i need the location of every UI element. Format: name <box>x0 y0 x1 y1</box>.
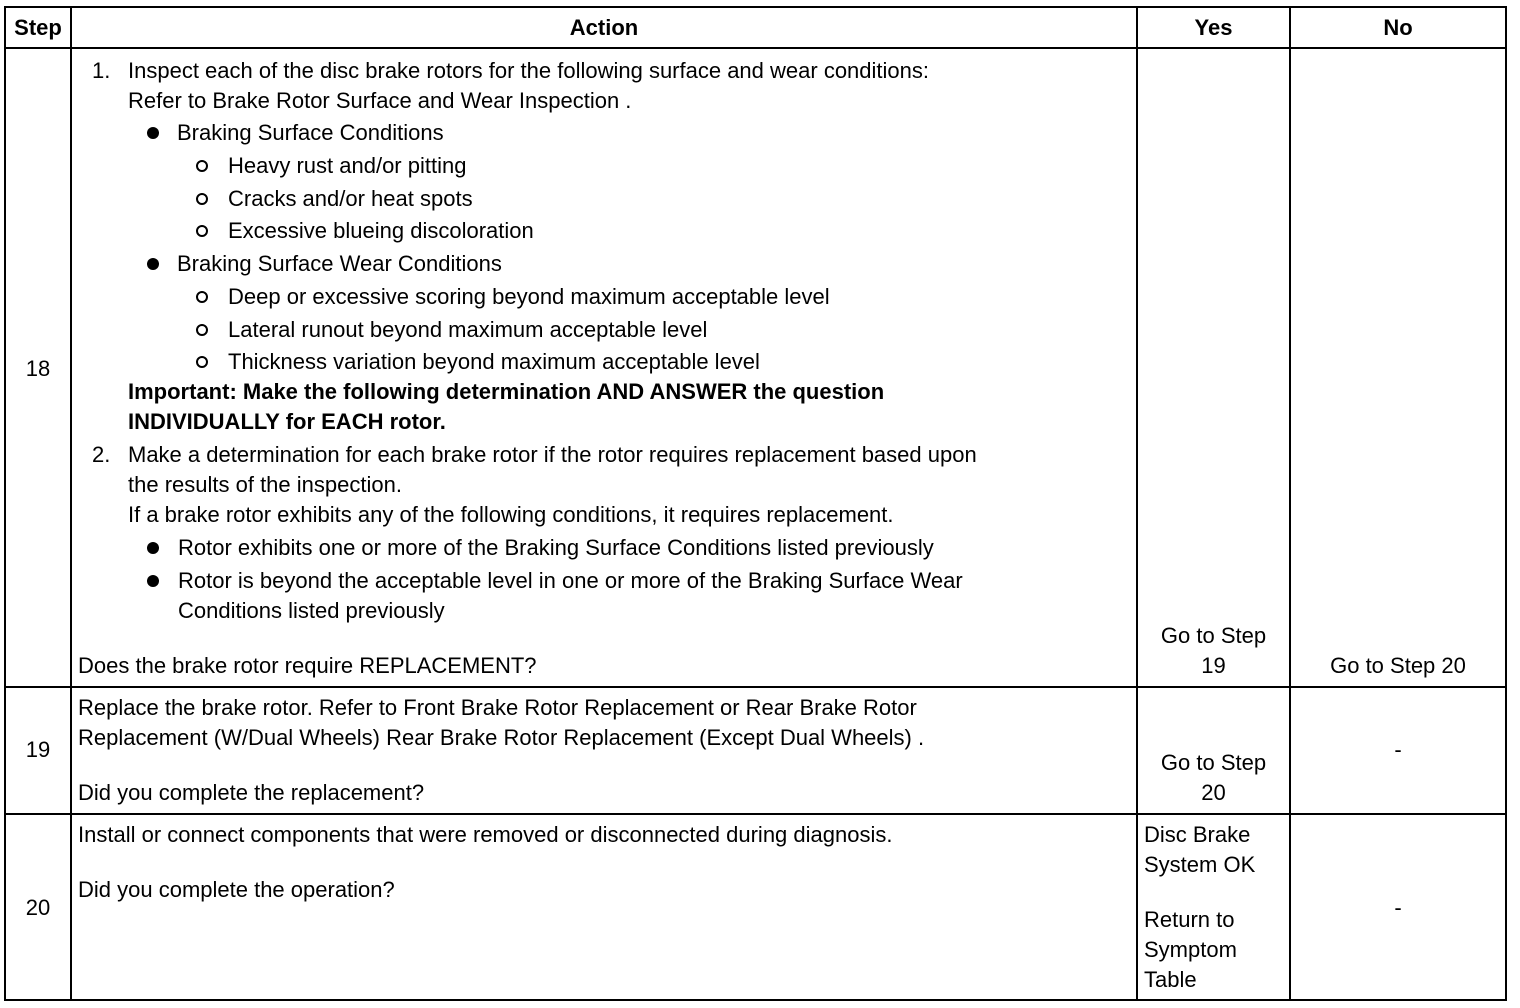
bullet-icon <box>147 127 159 139</box>
col-action-divider <box>1136 6 1138 1001</box>
header-yes: Yes <box>1194 15 1233 40</box>
action-text: Refer to Brake Rotor Surface and Wear Inspection . <box>128 88 632 113</box>
yes-action: Go to Step <box>1160 623 1267 648</box>
step-number: 20 <box>25 895 51 920</box>
action-text: Replace the brake rotor. Refer to Front Brake Rotor Replacement or Rear Brake Rotor <box>78 695 917 720</box>
sub-bullet-text: Heavy rust and/or pitting <box>228 153 467 178</box>
yes-action: Return to <box>1144 907 1235 932</box>
circle-bullet-icon <box>196 356 208 368</box>
action-text: the results of the inspection. <box>128 472 402 497</box>
circle-bullet-icon <box>196 324 208 336</box>
yes-action: Table <box>1144 967 1197 992</box>
action-text: If a brake rotor exhibits any of the following conditions, it requires replacement. <box>128 502 894 527</box>
sub-bullet-text: Excessive blueing discoloration <box>228 218 534 243</box>
question-text: Did you complete the replacement? <box>78 780 425 805</box>
bullet-text: Braking Surface Wear Conditions <box>177 251 502 276</box>
action-text: Make a determination for each brake rotor if the rotor requires replacement based upon <box>128 442 977 467</box>
table-border-right <box>1505 6 1507 1001</box>
step-number: 19 <box>25 737 51 762</box>
header-no: No <box>1383 15 1413 40</box>
bullet-icon <box>147 258 159 270</box>
important-note: INDIVIDUALLY for EACH rotor. <box>128 409 446 434</box>
action-text: Install or connect components that were removed or disconnected during diagnosis. <box>78 822 893 847</box>
circle-bullet-icon <box>196 160 208 172</box>
bullet-icon <box>147 575 159 587</box>
no-action: - <box>1394 737 1402 762</box>
col-step-divider <box>70 6 72 1001</box>
table-border-left <box>4 6 6 1001</box>
step-number: 18 <box>25 356 51 381</box>
bullet-text: Rotor is beyond the acceptable level in one or more of the Braking Surface Wear <box>178 568 963 593</box>
sub-bullet-text: Thickness variation beyond maximum acceptable level <box>228 349 760 374</box>
yes-action: 19 <box>1201 653 1226 678</box>
bullet-text: Braking Surface Conditions <box>177 120 444 145</box>
col-yes-divider <box>1289 6 1291 1001</box>
table-border-bottom <box>4 999 1507 1001</box>
action-text: Inspect each of the disc brake rotors for the following surface and wear conditions: <box>128 58 929 83</box>
no-action: Go to Step 20 <box>1330 653 1466 678</box>
yes-action: Symptom <box>1144 937 1237 962</box>
action-text: Replacement (W/Dual Wheels) Rear Brake Rotor Replacement (Except Dual Wheels) . <box>78 725 925 750</box>
circle-bullet-icon <box>196 291 208 303</box>
table-border-top <box>4 6 1507 8</box>
bullet-text: Rotor exhibits one or more of the Braking Surface Conditions listed previously <box>178 535 934 560</box>
header-action: Action <box>569 15 639 40</box>
sub-bullet-text: Deep or excessive scoring beyond maximum acceptable level <box>228 284 830 309</box>
question-text: Did you complete the operation? <box>78 877 395 902</box>
sub-bullet-text: Lateral runout beyond maximum acceptable level <box>228 317 708 342</box>
sub-bullet-text: Cracks and/or heat spots <box>228 186 473 211</box>
yes-action: Disc Brake <box>1144 822 1251 847</box>
circle-bullet-icon <box>196 225 208 237</box>
row18-divider <box>4 686 1507 688</box>
yes-action: 20 <box>1201 780 1226 805</box>
bullet-text: Conditions listed previously <box>178 598 445 623</box>
no-action: - <box>1394 895 1402 920</box>
list-number-2: 2. <box>92 442 111 467</box>
yes-action: System OK <box>1144 852 1256 877</box>
bullet-icon <box>147 542 159 554</box>
important-note: Important: Make the following determination AND ANSWER the question <box>128 379 885 404</box>
list-number-1: 1. <box>92 58 111 83</box>
header-divider <box>4 47 1507 49</box>
yes-action: Go to Step <box>1160 750 1267 775</box>
question-text: Does the brake rotor require REPLACEMENT? <box>78 653 537 678</box>
row19-divider <box>4 813 1507 815</box>
circle-bullet-icon <box>196 193 208 205</box>
header-step: Step <box>14 15 62 40</box>
